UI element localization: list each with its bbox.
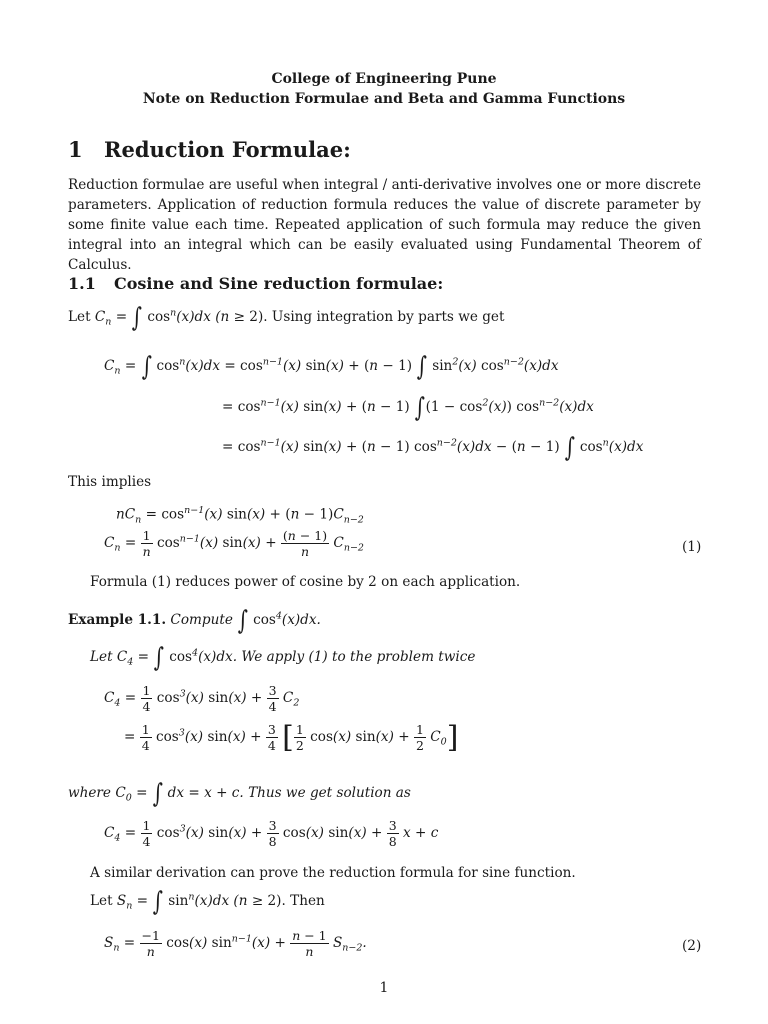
section-title: Reduction Formulae: — [104, 137, 351, 162]
example-apply-text: We apply (1) to the problem twice — [241, 649, 476, 665]
example-let-word: Let — [90, 649, 113, 665]
ibp-text: Using integration by parts we get — [271, 309, 505, 325]
similar-derivation: A similar derivation can prove the reduction formula for sine function. — [90, 865, 576, 881]
cn-definition: $C_n$ = ∫ $\cos^n(x)dx$ (n ≥ 2). — [94, 303, 268, 333]
let-sn-line — [90, 887, 325, 917]
section-number: 1 — [68, 137, 83, 162]
equation-1-label: (1) — [682, 539, 702, 555]
intro-paragraph: Reduction formulae are useful when integral / anti-derivative involves one or more discrete parameters. Application of reduction formula reduces the value of discrete parameter by some finite value each time. Repeated application of such formula may reduce the given integral into an integral which can be easily evaluated using Fundamental Theorem of Calculus. — [68, 177, 701, 273]
example-let-line — [90, 643, 475, 673]
solution-intro: Thus we get solution as — [248, 785, 411, 801]
sn-definition: $S_n$ = ∫ $\sin^n(x)dx$ (n ≥ 2). — [116, 887, 286, 917]
sn-equation: $S_n$ = $\frac{-1}{n}$ cos(x) $\sin^{n-1}(x)$ + $\frac{n - 1}{n}$ $S_{n-2}$. — [104, 928, 367, 959]
let-cn-line — [68, 303, 504, 333]
ncn-equation: $nC_n = \cos^{n-1}(x) \sin(x) + (n - 1)C_{n-2}$ — [116, 505, 364, 526]
derivation-line-1: $C_n$ = ∫ $\cos^n(x)dx = \cos^{n-1}(x) \sin(x) + (n - 1)$ ∫ $\sin^2(x)$ $\cos^{n-2}(x)dx$ — [104, 352, 559, 382]
derivation-line-3: = $\cos^{n-1}(x) \sin(x) + (n - 1) \cos^{n-2}(x)dx - (n - 1)$ ∫ $\cos^n(x)dx$ — [222, 433, 644, 463]
section-heading — [68, 137, 351, 162]
sine-then-word: Then — [290, 893, 325, 909]
page-number: 1 — [379, 980, 389, 996]
c4-line-1: $C_4$ = $\frac{1}{4}$ $\cos^3(x) \sin(x)$ + $\frac{3}{4}$ $C_2$ — [104, 683, 300, 714]
cn-equation: $C_n$ = $\frac{1}{n}$ $\cos^{n-1}(x) \sin(x)$ + $\frac{(n - 1)}{n}$ $C_{n-2}$ — [104, 528, 364, 559]
c4-solution: $C_4$ = $\frac{1}{4}$ $\cos^3(x) \sin(x)$ + $\frac{3}{8}$ cos(x) sin(x) + $\frac{3}{8}$ x + c — [104, 818, 439, 849]
derivation-line-2: = $\cos^{n-1}(x) \sin(x) + (n - 1) \int(1 - \cos^2(x))$ $\cos^{n-2}(x)dx$ — [222, 393, 594, 423]
subsection-title: Cosine and Sine reduction formulae: — [114, 274, 444, 293]
header-institution: College of Engineering Pune — [271, 71, 497, 87]
subsection-heading — [68, 274, 443, 293]
sine-let-word: Let — [90, 893, 113, 909]
subsection-number: 1.1 — [68, 274, 96, 293]
formula1-note: Formula (1) reduces power of cosine by 2 on each application. — [90, 574, 521, 590]
example-heading-line — [68, 606, 321, 636]
example-integral: ∫ $\cos^4(x)dx$. — [237, 606, 321, 636]
c4-line-2: = $\frac{1}{4}$ $\cos^3(x) \sin(x)$ + $\frac{3}{4}$ [ $\frac{1}{2}$ cos(x) sin(x) + $\frac{1}{2}$ $C_0$] — [124, 720, 459, 755]
equation-2-label: (2) — [682, 938, 702, 954]
example-label: Example 1.1. — [68, 612, 167, 628]
example-compute-word: Compute — [170, 612, 233, 628]
c0-definition: $C_0$ = ∫ dx = x + c. — [115, 779, 244, 809]
header-title: Note on Reduction Formulae and Beta and Gamma Functions — [142, 91, 626, 107]
where-line — [68, 779, 411, 809]
this-implies: This implies — [68, 474, 152, 490]
where-word: where — [68, 785, 111, 801]
c4-definition: $C_4$ = ∫ $\cos^4(x)dx$. — [116, 643, 238, 673]
let-word: Let — [68, 309, 91, 325]
